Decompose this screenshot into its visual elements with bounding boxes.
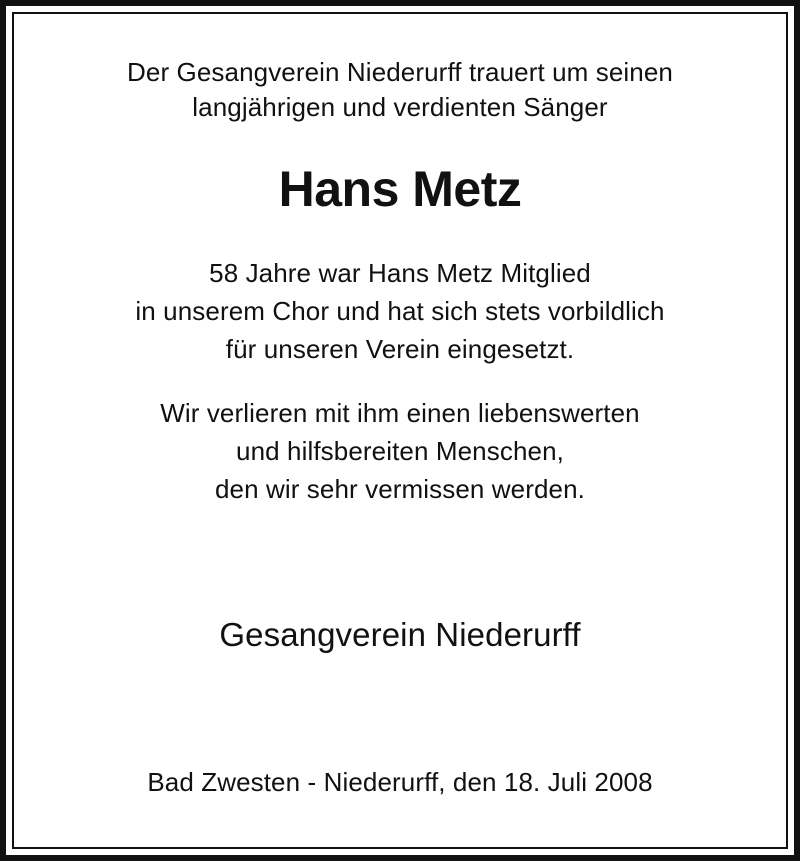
place-and-date: Bad Zwesten - Niederurff, den 18. Juli 2008: [147, 767, 653, 797]
deceased-name: Hans Metz: [278, 161, 522, 217]
inner-border: [12, 12, 788, 849]
remembrance-line-3: den wir sehr vermissen werden.: [214, 474, 586, 504]
tribute-line-2: in unserem Chor und hat sich stets vorbildlich: [135, 296, 665, 326]
tribute-line-1: 58 Jahre war Hans Metz Mitglied: [209, 258, 591, 288]
signature: Gesangverein Niederurff: [219, 616, 581, 653]
remembrance-line-2: und hilfsbereiten Menschen,: [236, 436, 564, 466]
intro-line-1: Der Gesangverein Niederurff trauert um seinen: [127, 57, 673, 87]
tribute-line-3: für unseren Verein eingesetzt.: [225, 334, 575, 364]
intro-line-2: langjährigen und verdienten Sänger: [192, 92, 608, 122]
remembrance-line-1: Wir verlieren mit ihm einen liebenswerten: [160, 398, 640, 428]
